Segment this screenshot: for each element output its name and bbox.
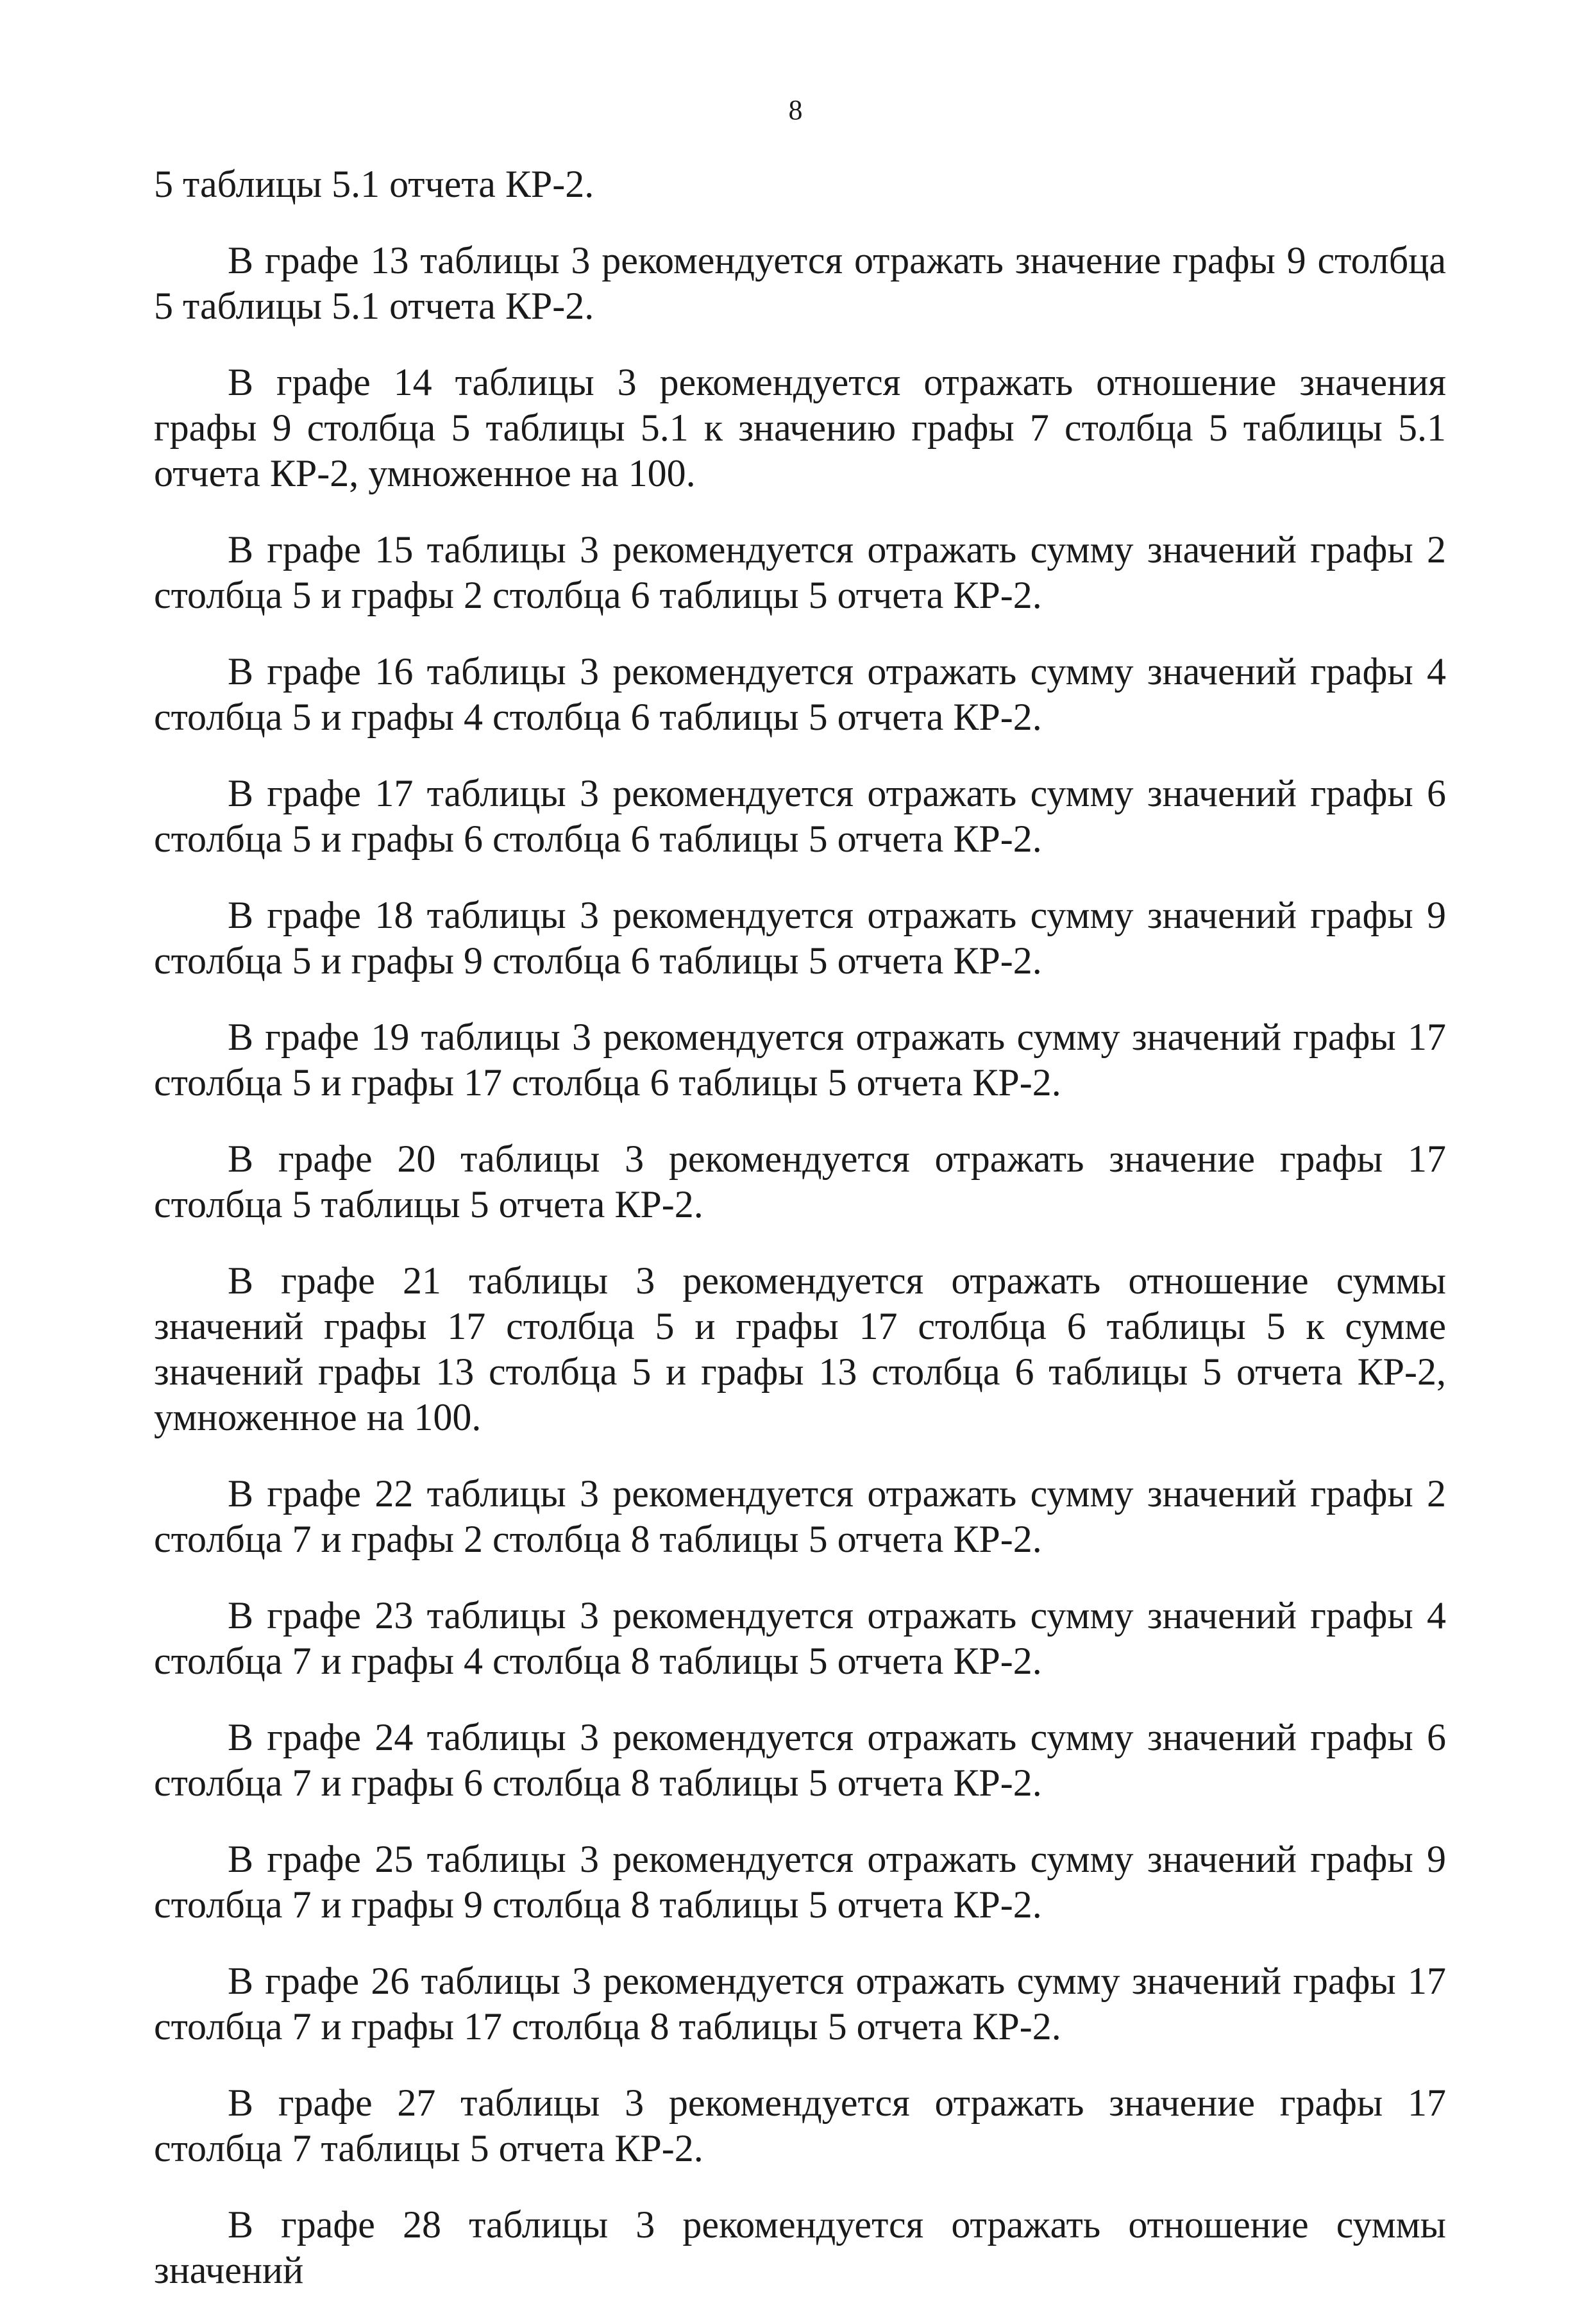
- paragraph-column-18: В графе 18 таблицы 3 рекомендуется отражать сумму значений графы 9 столбца 5 и графы 9 столбца 6 таблицы 5 отчета КР-2.: [154, 894, 1446, 982]
- document-body: [154, 162, 1446, 2324]
- paragraph-column-27: В графе 27 таблицы 3 рекомендуется отражать значение графы 17 столбца 7 таблицы 5 отчета КР-2.: [154, 2082, 1446, 2169]
- paragraph-column-13: В графе 13 таблицы 3 рекомендуется отражать значение графы 9 столбца 5 таблицы 5.1 отчета КР-2.: [154, 239, 1446, 327]
- paragraph-column-16: В графе 16 таблицы 3 рекомендуется отражать сумму значений графы 4 столбца 5 и графы 4 столбца 6 таблицы 5 отчета КР-2.: [154, 650, 1446, 738]
- paragraph-column-17: В графе 17 таблицы 3 рекомендуется отражать сумму значений графы 6 столбца 5 и графы 6 столбца 6 таблицы 5 отчета КР-2.: [154, 772, 1446, 860]
- paragraph-column-23: В графе 23 таблицы 3 рекомендуется отражать сумму значений графы 4 столбца 7 и графы 4 столбца 8 таблицы 5 отчета КР-2.: [154, 1594, 1446, 1682]
- paragraph-column-22: В графе 22 таблицы 3 рекомендуется отражать сумму значений графы 2 столбца 7 и графы 2 столбца 8 таблицы 5 отчета КР-2.: [154, 1472, 1446, 1560]
- paragraph-continuation: 5 таблицы 5.1 отчета КР-2.: [154, 163, 594, 205]
- paragraph-column-24: В графе 24 таблицы 3 рекомендуется отражать сумму значений графы 6 столбца 7 и графы 6 столбца 8 таблицы 5 отчета КР-2.: [154, 1716, 1446, 1804]
- paragraph-column-14: В графе 14 таблицы 3 рекомендуется отражать отношение значения графы 9 столбца 5 таблицы 5.1 к значению графы 7 столбца 5 таблицы 5.1 отчета КР-2, умноженное на 100.: [154, 361, 1446, 494]
- paragraph-column-25: В графе 25 таблицы 3 рекомендуется отражать сумму значений графы 9 столбца 7 и графы 9 столбца 8 таблицы 5 отчета КР-2.: [154, 1838, 1446, 1926]
- page-number: 8: [788, 94, 803, 126]
- paragraph-column-21: В графе 21 таблицы 3 рекомендуется отражать отношение суммы значений графы 17 столбца 5 и графы 17 столбца 6 таблицы 5 к сумме значений графы 13 столбца 5 и графы 13 столбца 6 таблицы 5 отчета КР-2, умноженное на 100.: [154, 1259, 1446, 1438]
- paragraph-column-28: В графе 28 таблицы 3 рекомендуется отражать отношение суммы значений: [154, 2203, 1446, 2291]
- paragraph-column-15: В графе 15 таблицы 3 рекомендуется отражать сумму значений графы 2 столбца 5 и графы 2 столбца 6 таблицы 5 отчета КР-2.: [154, 528, 1446, 616]
- paragraph-column-19: В графе 19 таблицы 3 рекомендуется отражать сумму значений графы 17 столбца 5 и графы 17 столбца 6 таблицы 5 отчета КР-2.: [154, 1016, 1446, 1104]
- paragraph-column-26: В графе 26 таблицы 3 рекомендуется отражать сумму значений графы 17 столбца 7 и графы 17 столбца 8 таблицы 5 отчета КР-2.: [154, 1960, 1446, 2048]
- paragraph-column-20: В графе 20 таблицы 3 рекомендуется отражать значение графы 17 столбца 5 таблицы 5 отчета КР-2.: [154, 1138, 1446, 1225]
